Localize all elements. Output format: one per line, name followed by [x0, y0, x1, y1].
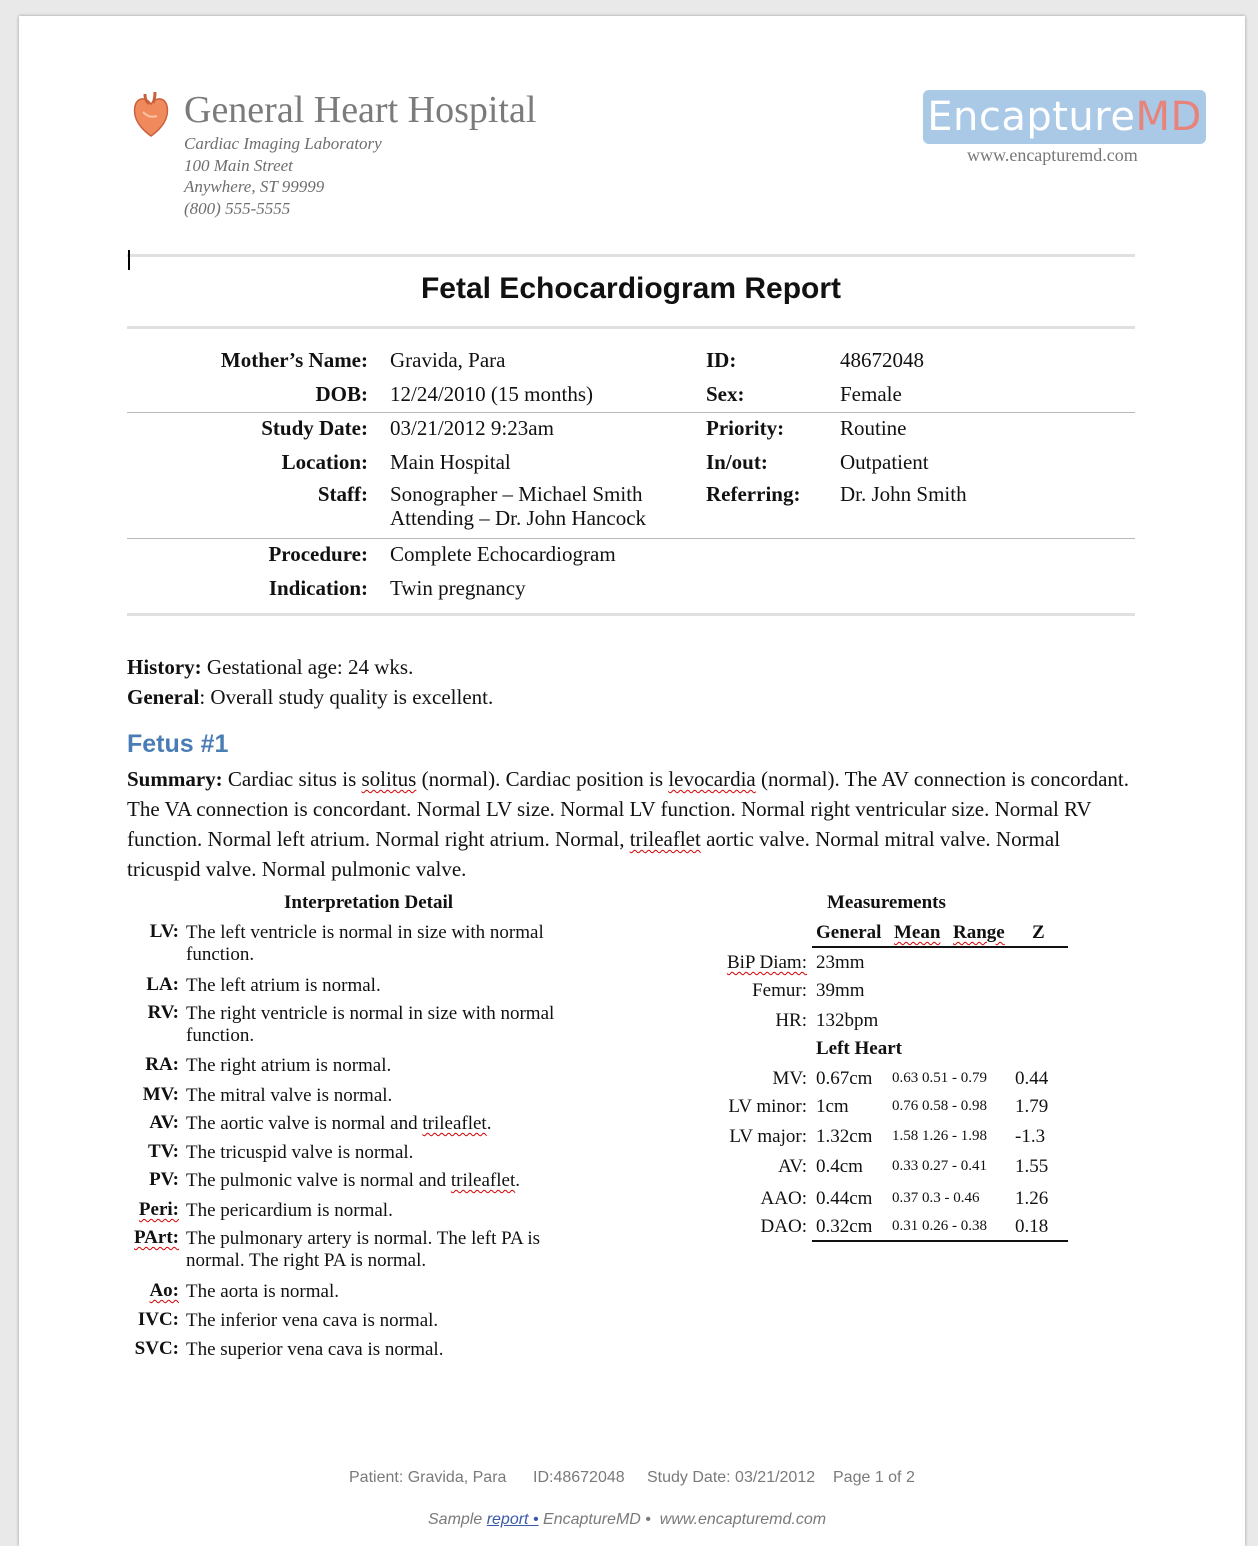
interp-label: IVC:: [137, 1309, 179, 1330]
divider: [127, 412, 1135, 413]
meas-value: 0.32cm: [816, 1216, 873, 1237]
interp-label: Ao:: [149, 1280, 179, 1301]
interp-label: LA:: [146, 974, 179, 995]
divider: [127, 538, 1135, 539]
meas-mean-range: 1.58 1.26 - 1.98: [892, 1128, 987, 1144]
history-text: Gestational age: 24 wks.: [201, 655, 414, 679]
inout-label: In/out:: [706, 450, 768, 474]
interp-term: trileaflet: [422, 1113, 487, 1134]
interp-label: PArt:: [133, 1227, 179, 1248]
hospital-phone: (800) 555-5555: [184, 199, 291, 218]
meas-value: 1.32cm: [816, 1126, 873, 1147]
interp-text: The tricuspid valve is normal.: [186, 1142, 414, 1163]
footer-sample-line: [428, 1511, 826, 1529]
general-line: [127, 682, 1137, 712]
meas-label: LV minor:: [728, 1096, 807, 1117]
staff-attending: Attending – Dr. John Hancock: [390, 506, 647, 530]
summary-text: Cardiac situs is: [222, 767, 362, 791]
meas-value: 132bpm: [816, 1010, 879, 1031]
referring-value: Dr. John Smith: [840, 482, 967, 506]
meas-z: 0.18: [1015, 1216, 1049, 1237]
encapturemd-logo: [923, 90, 1206, 144]
hospital-address-line: Anywhere, ST 99999: [184, 177, 325, 196]
col-z: Z: [1032, 922, 1045, 943]
summary-label: Summary:: [127, 767, 223, 791]
mother-name-label: Mother’s Name:: [220, 348, 368, 372]
meas-mean-range: 0.31 0.26 - 0.38: [892, 1218, 987, 1234]
interp-label: TV:: [148, 1141, 179, 1162]
meas-label: MV:: [772, 1068, 807, 1089]
interp-text: The left ventricle is normal in size with normal function.: [186, 922, 544, 965]
staff-label: Staff:: [317, 482, 368, 506]
meas-value: 23mm: [816, 952, 865, 973]
interpretation-heading: Interpretation Detail: [284, 892, 454, 913]
interp-label: Peri:: [138, 1199, 179, 1220]
interp-label: AV:: [149, 1112, 179, 1133]
staff-sonographer: Sonographer – Michael Smith: [390, 482, 643, 506]
meas-label: DAO:: [760, 1216, 807, 1237]
divider: [127, 613, 1135, 616]
priority-label: Priority:: [706, 416, 785, 440]
measurements-footer-rule: [812, 1240, 1068, 1242]
interp-text-part: .: [486, 1113, 492, 1134]
fetus-summary: [127, 764, 1137, 884]
interp-text-part: The pulmonic valve is normal and: [186, 1170, 451, 1191]
meas-mean-range: 0.33 0.27 - 0.41: [892, 1158, 987, 1174]
meas-label: BiP Diam:: [726, 952, 807, 973]
interp-text: The pulmonary artery is normal. The left PA is normal. The right PA is normal.: [186, 1228, 541, 1271]
footer-study-date: Study Date: 03/21/2012: [647, 1469, 816, 1486]
meas-label: AAO:: [760, 1188, 807, 1209]
logo-prefix: Encapture: [927, 94, 1136, 140]
divider: [127, 254, 1135, 257]
location-value: Main Hospital: [390, 450, 511, 474]
meas-z: 1.55: [1015, 1156, 1049, 1177]
study-date-label: Study Date:: [261, 416, 368, 440]
summary-text: aortic valve. Normal mitral valve. Normal tricuspid valve. Normal pulmonic valve.: [127, 827, 1061, 881]
col-range: Range: [953, 922, 1005, 943]
location-label: Location:: [281, 450, 368, 474]
summary-term: solitus: [361, 767, 417, 791]
meas-value: 0.67cm: [816, 1068, 873, 1089]
interp-text: [186, 1170, 586, 1192]
hospital-address-line: 100 Main Street: [184, 156, 293, 175]
meas-mean-range: 0.76 0.58 - 0.98: [892, 1098, 987, 1114]
hospital-address-line: Cardiac Imaging Laboratory: [184, 134, 382, 153]
text-cursor: [128, 250, 130, 270]
summary-text: (normal). Cardiac position is: [416, 767, 669, 791]
history-label: History:: [127, 655, 202, 679]
report-title: Fetal Echocardiogram Report: [420, 272, 842, 305]
col-mean: Mean: [894, 922, 941, 943]
meas-mean-range: 0.37 0.3 - 0.46: [892, 1190, 980, 1206]
interp-label: PV:: [149, 1169, 179, 1190]
history-line: [127, 652, 1137, 682]
interp-text: The aorta is normal.: [186, 1281, 340, 1302]
measurements-heading: Measurements: [827, 892, 946, 913]
sex-label: Sex:: [706, 382, 745, 406]
summary-text: (normal). The AV connection is concordant. The VA connection is concordant. Normal LV size. Normal LV function. Normal right ventricular size. Normal RV function. Normal left atrium. Normal right atrium. Normal,: [127, 767, 1130, 851]
footer-report-text: report: [486, 1511, 529, 1528]
id-value: 48672048: [840, 348, 924, 372]
id-label: ID:: [706, 348, 737, 372]
summary-term: trileaflet: [629, 827, 701, 851]
measurements-header-rule: [812, 946, 1068, 948]
meas-value: 0.4cm: [816, 1156, 863, 1177]
footer-sample: Sample: [428, 1511, 483, 1528]
general-label: General: [127, 685, 200, 709]
interp-label: MV:: [142, 1084, 179, 1105]
footer-page-number: Page 1 of 2: [833, 1469, 915, 1486]
procedure-value: Complete Echocardiogram: [390, 542, 616, 566]
interp-label: RA:: [145, 1054, 179, 1075]
report-page: [19, 16, 1245, 1546]
dob-label: DOB:: [315, 382, 368, 406]
meas-z: -1.3: [1015, 1126, 1046, 1147]
meas-mean-range: 0.63 0.51 - 0.79: [892, 1070, 987, 1086]
footer-id: ID:48672048: [533, 1469, 625, 1486]
meas-z: 0.44: [1015, 1068, 1049, 1089]
interp-term: trileaflet: [450, 1170, 516, 1191]
interp-text: The right atrium is normal.: [186, 1055, 392, 1076]
meas-label: Femur:: [752, 980, 807, 1001]
sex-value: Female: [840, 382, 902, 406]
meas-value: 39mm: [816, 980, 865, 1001]
general-text: : Overall study quality is excellent.: [199, 685, 494, 709]
footer-bullet: •: [532, 1511, 539, 1528]
interp-label: SVC:: [134, 1338, 179, 1359]
interp-text: [186, 1113, 586, 1135]
meas-value: 0.44cm: [816, 1188, 873, 1209]
meas-value: 1cm: [816, 1096, 849, 1117]
meas-z: 1.79: [1015, 1096, 1049, 1117]
procedure-label: Procedure:: [268, 542, 368, 566]
divider: [127, 326, 1135, 329]
footer-url[interactable]: www.encapturemd.com: [659, 1511, 827, 1528]
footer-report-link[interactable]: [487, 1511, 539, 1528]
footer-brand: EncaptureMD •: [543, 1511, 651, 1528]
inout-value: Outpatient: [840, 450, 929, 474]
fetus-heading: Fetus #1: [127, 730, 229, 758]
interp-text: The superior vena cava is normal.: [186, 1339, 444, 1360]
indication-label: Indication:: [268, 576, 368, 600]
interp-text-part: The aortic valve is normal and: [186, 1113, 423, 1134]
mother-name-value: Gravida, Para: [390, 348, 506, 372]
priority-value: Routine: [840, 416, 907, 440]
logo-suffix: MD: [1135, 94, 1202, 140]
meas-z: 1.26: [1015, 1188, 1049, 1209]
study-date-value: 03/21/2012 9:23am: [390, 416, 554, 440]
indication-value: Twin pregnancy: [390, 576, 526, 600]
meas-label: LV major:: [729, 1126, 807, 1147]
footer-patient: Patient: Gravida, Para: [349, 1469, 507, 1486]
interp-text: The mitral valve is normal.: [186, 1085, 393, 1106]
summary-term: levocardia: [668, 767, 756, 791]
interp-text: The inferior vena cava is normal.: [186, 1310, 439, 1331]
heart-icon: [131, 90, 171, 138]
left-heart-heading: Left Heart: [816, 1038, 902, 1059]
meas-label: AV:: [778, 1156, 807, 1177]
interp-label: RV:: [147, 1002, 179, 1023]
interp-text: The right ventricle is normal in size with normal function.: [186, 1003, 555, 1046]
col-general: General: [816, 922, 882, 943]
referring-label: Referring:: [706, 482, 801, 506]
interp-text: The left atrium is normal.: [186, 975, 381, 996]
interp-text-part: .: [515, 1170, 520, 1191]
meas-label: HR:: [775, 1010, 807, 1031]
hospital-name: General Heart Hospital: [184, 89, 537, 131]
interp-text: The pericardium is normal.: [186, 1200, 393, 1221]
logo-url[interactable]: www.encapturemd.com: [967, 145, 1138, 165]
dob-value: 12/24/2010 (15 months): [390, 382, 593, 406]
interp-label: LV:: [149, 921, 179, 942]
